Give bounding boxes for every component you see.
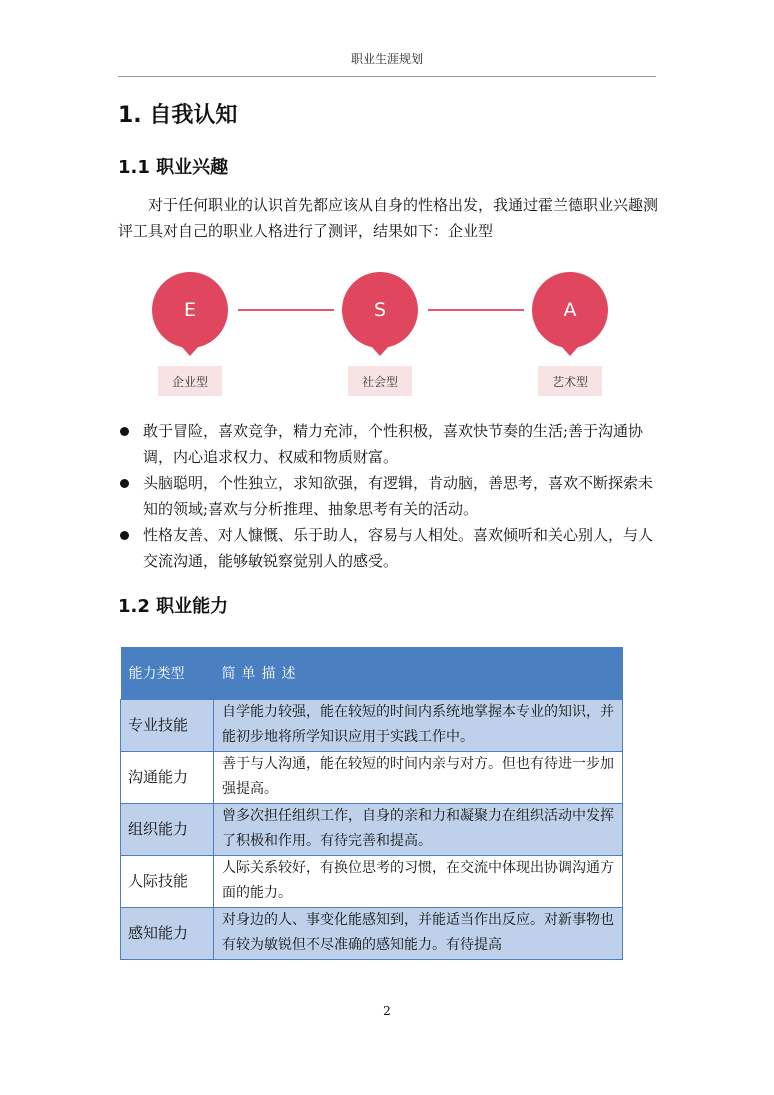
list-item: [118, 418, 663, 470]
pointer-triangle: [561, 346, 579, 356]
connector-line-s-a: [428, 309, 524, 311]
ability-description-cell: 曾多次担任组织工作，自身的亲和力和凝聚力在组织活动中发挥了积极和作用。有待完善和提高。: [214, 803, 623, 855]
bullet-icon: [120, 479, 129, 488]
personality-bullet-list: [118, 418, 663, 574]
ability-description-cell: 对身边的人、事变化能感知到，并能适当作出反应。对新事物也有较为敏锐但不尽准确的感知能力。有待提高: [214, 907, 623, 959]
ability-table: [120, 647, 623, 960]
ability-description-cell: 自学能力较强，能在较短的时间内系统地掌握本专业的知识，并能初步地将所学知识应用于实践工作中。: [214, 699, 623, 751]
page-header-title: 职业生涯规划: [350, 52, 423, 66]
page-number: 2: [383, 1004, 391, 1018]
holland-tag-e: 企业型: [158, 366, 222, 396]
bullet-text: 头脑聪明，个性独立，求知欲强，有逻辑，肯动脑，善思考，喜欢不断探索未知的领域;喜欢与分析推理、抽象思考有关的活动。: [143, 474, 654, 518]
bullet-icon: [120, 531, 129, 540]
ability-type-cell: 人际技能: [121, 855, 214, 907]
connector-line-e-s: [238, 309, 334, 311]
bullet-icon: [120, 427, 129, 436]
interest-intro-paragraph: 对于任何职业的认识首先都应该从自身的性格出发，我通过霍兰德职业兴趣测评工具对自己的职业人格进行了测评，结果如下：企业型: [118, 196, 659, 240]
header-divider: [118, 76, 656, 77]
holland-node-s: [342, 272, 418, 356]
table-row: [121, 907, 623, 959]
table-row: [121, 699, 623, 751]
ability-description-cell: 善于与人沟通，能在较短的时间内亲与对方。但也有待进一步加强提高。: [214, 751, 623, 803]
subsection-heading-interest: 1.1 职业兴趣: [118, 157, 229, 178]
holland-tag-a: 艺术型: [538, 366, 602, 396]
table-row: [121, 803, 623, 855]
list-item: [118, 522, 663, 574]
holland-node-a: [532, 272, 608, 356]
table-row: [121, 751, 623, 803]
bullet-text: 性格友善、对人慷慨、乐于助人，容易与人相处。喜欢倾听和关心别人，与人交流沟通，能够敏锐察觉别人的感受。: [143, 526, 654, 570]
holland-node-e: [152, 272, 228, 356]
ability-type-cell: 组织能力: [121, 803, 214, 855]
pointer-triangle: [181, 346, 199, 356]
pointer-triangle: [371, 346, 389, 356]
holland-circle-s: S: [342, 272, 418, 348]
ability-type-cell: 感知能力: [121, 907, 214, 959]
ability-description-cell: 人际关系较好，有换位思考的习惯，在交流中体现出协调沟通方面的能力。: [214, 855, 623, 907]
section-heading-self-awareness: 1. 自我认知: [118, 103, 238, 128]
holland-circle-a: A: [532, 272, 608, 348]
column-header-type: 能力类型: [121, 647, 214, 699]
ability-type-cell: 沟通能力: [121, 751, 214, 803]
ability-type-cell: 专业技能: [121, 699, 214, 751]
bullet-text: 敢于冒险，喜欢竞争，精力充沛，个性积极，喜欢快节奏的生活;善于沟通协调，内心追求权力、权威和物质财富。: [143, 422, 644, 466]
column-header-description: 简单描述: [214, 647, 623, 699]
holland-code-diagram: [150, 272, 610, 404]
holland-tag-s: 社会型: [348, 366, 412, 396]
list-item: [118, 470, 663, 522]
table-header-row: [121, 647, 623, 699]
subsection-heading-ability: 1.2 职业能力: [118, 596, 229, 617]
table-row: [121, 855, 623, 907]
holland-circle-e: E: [152, 272, 228, 348]
